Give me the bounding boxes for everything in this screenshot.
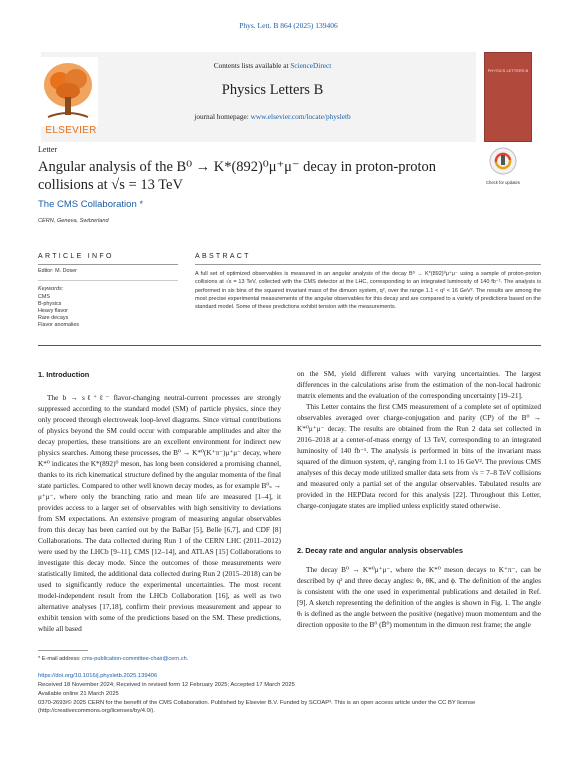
paragraph: The decay B⁰ → K*⁰μ⁺μ⁻, where the K*⁰ meson decays to K⁺π⁻, can be described by q² and three decay angles: θₗ, θK, and ϕ. The definition of the angles is consistent with the one used in experimental publications and detailed in Ref. [9]. A sketch representing the definition of the angles is shown in Fig. 1. The angle θₗ is defined as the angle between the positive (negative) muon momentum and the direction opposite to the B⁰ (B̄⁰) momentum in the dimuon rest frame; the angle — [297, 565, 541, 629]
homepage-link[interactable]: www.elsevier.com/locate/physletb — [250, 112, 351, 121]
paragraph: The b → sℓ⁺ℓ⁻ flavor-changing neutral-current processes are strongly suppressed according to the standard model (SM) of particle physics, since they only proceed through electroweak loop-level diagrams. Since virtual contributions of physics beyond the SM could occur with comparable amplitudes and alter the decay properties, these transitions are an excellent environment for indirect new physics searches. Among these processes, the B⁰ → K*⁰(K⁺π⁻)μ⁺μ⁻ decay, where K*⁰ indicates the K*(892)⁰ meson, has long been considered a promising channel, thanks to its rich kinematical structure defined by the angular momenta of the final state particles. Compared to other well known decay modes, as for example B⁰ₛ → μ⁺μ⁻, where only the branching ratio and mean life are measured [1–4], it provides access to a larger set of observables with high sensitivity to deviations from SM expectations. An extensive program of measuring angular observables from this decay has been carried out by the BaBar [5], Belle [6,7], and CDF [8] Collaborations. The data collected during Run 1 of the CERN LHC (2011–2012) were used by the LHCb [9–11], CMS [12–14], and ATLAS [15] Collaborations to investigate this decay mode. Since the outcomes of those measurements were statistically limited, the additional data collected during Run 2 (2015–2018) can be used to significantly reduce the experimental uncertainties. The most recent model-independent result from the LHCb Collaboration [16], as well as two alternative analyses [17,18], confirm their previous measurement and appear to exhibit tension with some of the predictions based on the SM. These predictions, while all based — [38, 393, 281, 633]
keyword-list — [38, 294, 79, 329]
section-title-decay-rate: 2. Decay rate and angular analysis observables — [297, 546, 463, 555]
body-column-right — [297, 368, 541, 511]
abstract-heading: ABSTRACT — [195, 253, 251, 260]
body-column-left — [38, 392, 281, 634]
divider — [38, 280, 178, 281]
cover-title: PHYSICS LETTERS B — [487, 68, 529, 73]
affiliation: CERN, Geneva, Switzerland — [38, 218, 109, 224]
keyword: Heavy flavor — [38, 308, 68, 314]
journal-homepage — [120, 112, 425, 121]
title-line-1: Angular analysis of the B⁰ → K*(892)⁰μ⁺μ⁻ decay in proton-proton — [38, 159, 437, 175]
paragraph: This Letter contains the first CMS measurement of a complete set of optimized observables averaged over charge-conjugation and parity (CP) of the B⁰ → K*⁰μ⁺μ⁻ decay. The results are obtained from the Run 2 data set collected in 2016–2018 at a center-of-mass energy of 13 TeV, corresponding to an integrated luminosity of 140 fb⁻¹. The analysis is performed in bins of the invariant mass squared of the dimuon system, q², ranging from 1.1 to 16 GeV². The previous CMS analyses of this decay mode utilized smaller data sets from √s = 7–8 TeV collisions and measured only a partial set of the angular observables. Tabulated results are provided in the HEPData record for this analysis [22]. Throughout this Letter, charge-conjugate states are implied unless explicitly stated otherwise. — [297, 402, 541, 510]
keywords-label: Keywords: — [38, 286, 64, 292]
keyword: B-physics — [38, 301, 62, 307]
received-dates: Received 18 November 2024; Received in revised form 12 February 2025; Accepted 17 March 2025 — [38, 682, 295, 688]
doi-text[interactable]: https://doi.org/10.1016/j.physletb.2025.139406 — [38, 673, 158, 679]
footnote-label: * E-mail address: — [38, 656, 83, 662]
divider — [38, 345, 541, 346]
available-online: Available online 21 March 2025 — [38, 691, 119, 697]
body-column-right-cont — [297, 564, 541, 630]
divider — [38, 264, 178, 265]
doi-link[interactable] — [38, 672, 538, 680]
elsevier-tree-logo — [38, 57, 98, 127]
footnote-divider — [38, 650, 88, 651]
divider — [195, 264, 541, 265]
check-for-updates-icon[interactable] — [488, 146, 518, 176]
journal-reference[interactable]: Phys. Lett. B 864 (2025) 139406 — [239, 21, 338, 30]
sciencedirect-link[interactable]: ScienceDirect — [290, 61, 332, 70]
article-type: Letter — [38, 145, 58, 154]
keyword: CMS — [38, 294, 50, 300]
section-title-introduction: 1. Introduction — [38, 370, 90, 379]
check-for-updates-label[interactable]: Check for updates — [486, 180, 520, 185]
paragraph: on the SM, yield different values with varying uncertainties. The largest differences in the calculations arise from the estimation of the non-local hadronic matrix elements and the evaluation of the corresponding uncertainty [19–21]. — [297, 369, 541, 400]
keyword: Flavor anomalies — [38, 322, 80, 328]
editor: Editor: M. Doser — [38, 268, 77, 274]
contents-line — [120, 61, 425, 70]
keyword: Rare decays — [38, 315, 69, 321]
article-title — [38, 158, 438, 194]
license-text: 0370-2693/© 2025 CERN for the benefit of the CMS Collaboration. Published by Elsevier B.V. Funded by SCOAP³. This is an open access article under the CC BY license (http://creativecommons.org/licenses/by/4.0/). — [38, 700, 476, 714]
email-link[interactable]: cms-publication-committee-chair@cern.ch. — [82, 656, 189, 662]
homepage-prefix: journal homepage: — [194, 112, 251, 121]
title-line-2: collisions at √s = 13 TeV — [38, 177, 183, 193]
publisher-wordmark: ELSEVIER — [45, 125, 97, 136]
footnote — [38, 656, 188, 662]
authors[interactable]: The CMS Collaboration * — [38, 199, 144, 210]
article-info-heading: ARTICLE INFO — [38, 253, 114, 260]
journal-name: Physics Letters B — [221, 82, 324, 98]
abstract-text: A full set of optimized observables is measured in an angular analysis of the decay B⁰ → K*(892)⁰μ⁺μ⁻ using a sample of proton-proton collisions at √s = 13 TeV, collected with the CMS detector at the LHC, corresponding to an integrated luminosity of 140 fb⁻¹. The analysis is performed in six bins of the squared invariant mass of the dimuon system, q², over the range 1.1 < q² < 16 GeV². The results are among the most precise experimental measurements of the angular observables for this decay and are compared to a variety of predictions based on the standard model. Some of these predictions exhibit tension with the measurements. — [195, 271, 541, 311]
journal-cover-image[interactable] — [484, 52, 532, 142]
contents-prefix: Contents lists available at — [213, 61, 291, 70]
